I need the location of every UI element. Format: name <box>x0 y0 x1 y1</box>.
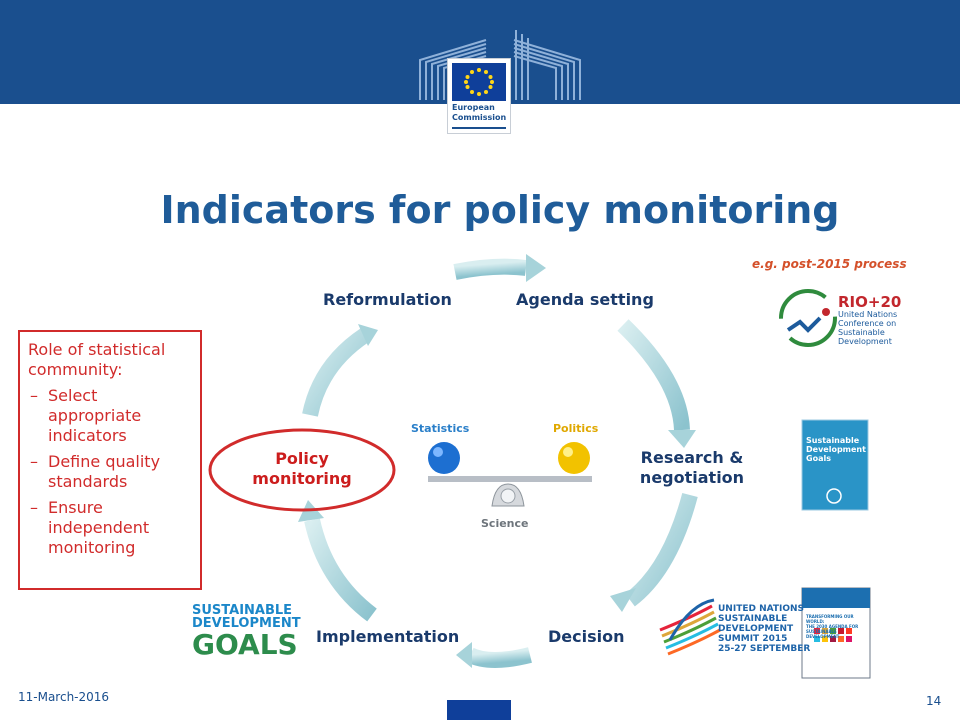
label-statistics: Statistics <box>411 422 470 435</box>
arrow-reformulation <box>310 335 365 415</box>
dash-bullet-icon: – <box>30 452 38 471</box>
page-number: 14 <box>926 694 942 708</box>
rio20-logo-mark <box>781 291 835 345</box>
dash-bullet-icon: – <box>30 498 38 517</box>
sdg-booklet-title: Sustainable Development Goals <box>806 436 866 463</box>
logo-org-name: European Commission <box>452 103 507 122</box>
agenda-booklet-title: TRANSFORMING OUR WORLD: THE 2030 AGENDA FOR SUSTAINABLE DEVELOPMENT <box>806 614 859 639</box>
slide-title: Indicators for policy monitoring <box>160 188 840 232</box>
label-reformulation: Reformulation <box>323 290 452 309</box>
role-statistical-community-box <box>18 330 202 590</box>
label-politics: Politics <box>553 422 599 435</box>
role-box-title: Role of statistical community: <box>28 340 166 379</box>
role-list-item: – Select appropriate indicators <box>30 386 142 445</box>
sdg-logo-line3: GOALS <box>192 628 298 661</box>
role-list <box>28 386 192 558</box>
un-summit-logo-mark <box>660 600 720 654</box>
label-research-negotiation: Research & negotiation <box>639 448 745 487</box>
sdg-logo-line2: DEVELOPMENT <box>192 616 301 631</box>
un-summit-logo-text: UNITED NATIONS SUSTAINABLE DEVELOPMENT SUMMIT 2015 25-27 SEPTEMBER <box>718 604 811 654</box>
arrowhead-agenda <box>526 254 546 282</box>
rio20-subtitle: United Nations Conference on Sustainable Development <box>838 310 898 346</box>
arrow-monitoring <box>312 520 372 615</box>
science-balance-graphic <box>428 442 592 506</box>
label-decision: Decision <box>548 627 625 646</box>
arrow-implementation <box>470 655 530 660</box>
label-implementation: Implementation <box>316 627 460 646</box>
footer-eu-flag <box>447 700 511 720</box>
arrow-agenda <box>455 267 526 272</box>
sdg-logo-line1: SUSTAINABLE <box>192 603 293 618</box>
sdg-goals-logo <box>192 604 302 660</box>
label-agenda-setting: Agenda setting <box>516 290 654 309</box>
label-policy-monitoring: Policy monitoring <box>252 449 352 488</box>
arrow-decision <box>630 495 690 600</box>
rio20-heading: RIO+20 <box>838 293 902 311</box>
rio20-logo <box>838 294 901 346</box>
role-list-item: – Define quality standards <box>30 452 161 491</box>
dash-bullet-icon: – <box>30 386 38 405</box>
sdg-booklet-cover <box>802 420 868 510</box>
role-list-item: – Ensure independent monitoring <box>30 498 150 557</box>
label-science: Science <box>481 517 529 530</box>
footer-date: 11-March-2016 <box>18 690 110 704</box>
arrow-research <box>623 325 682 430</box>
process-note: e.g. post-2015 process <box>752 257 907 271</box>
arrowhead-research <box>668 430 696 448</box>
